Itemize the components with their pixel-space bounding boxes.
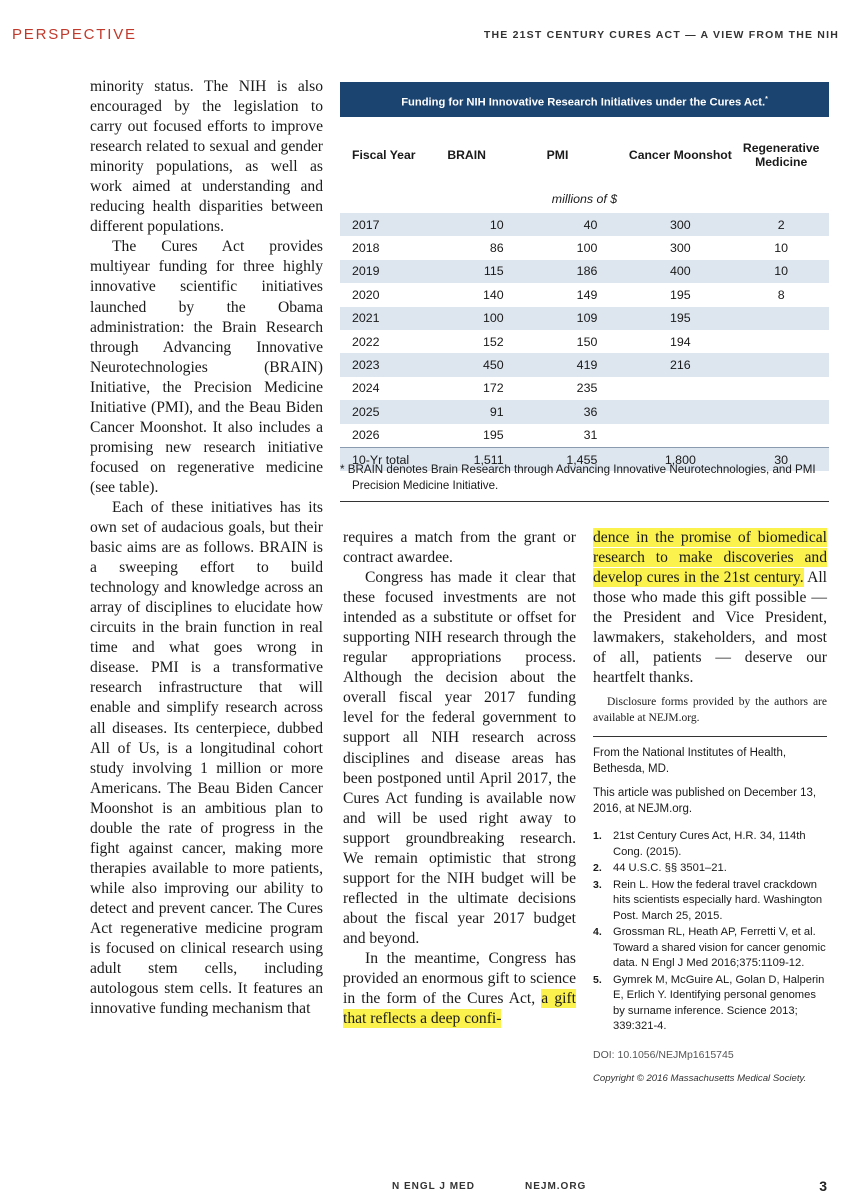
table-row: [340, 213, 829, 236]
units-row: [340, 185, 829, 213]
paragraph: Congress has made it clear that these focused investments are not intended as a substitute or offset for supporting NIH research through the regular appropriations process. Although the decision about the overall fiscal year 2017 funding level for the federal government to support all NIH research across disciplines and disease areas has been postponed until April 2017, the Cures Act funding is available now and will be used right away to support groundbreaking research. We remain optimistic that strong support for the NIH budget will be reflected in the ultimate decisions about the fiscal year 2017 budget and beyond.: [343, 569, 576, 947]
reference-number: 3.: [593, 878, 602, 891]
reference-item: [593, 861, 827, 877]
reference-number: 2.: [593, 862, 602, 875]
table-cell-regen: [733, 377, 829, 400]
table-row: [340, 283, 829, 306]
footer-site[interactable]: NEJM.ORG: [525, 1181, 587, 1192]
table-cell-pmi: 100: [518, 236, 628, 259]
table-cell-year: 2020: [340, 283, 430, 306]
reference-number: 1.: [593, 830, 602, 843]
running-title: THE 21ST CENTURY CURES ACT — A VIEW FROM THE NIH: [483, 29, 839, 41]
table-total-pmi: 1,455: [518, 447, 628, 471]
table-cell-cancer: 300: [627, 213, 733, 236]
text-column-1: [90, 77, 323, 1019]
table-cell-pmi: 36: [518, 400, 628, 423]
text-column-3: [593, 528, 827, 1089]
table-title: [340, 82, 829, 117]
table-cell-brain: 195: [430, 424, 518, 448]
table-cell-year: 2026: [340, 424, 430, 448]
table-footnote: * BRAIN denotes Brain Research through Advancing Innovative Neurotechnologies, and PMI Precision Medicine Initiative.: [340, 463, 816, 492]
table-cell-brain: 140: [430, 283, 518, 306]
col-header-brain: BRAIN: [447, 148, 486, 162]
reference-item: [593, 973, 827, 1035]
table-total-year: 10-Yr total: [340, 447, 430, 471]
table-row: [340, 236, 829, 259]
table-cell-cancer: 195: [627, 283, 733, 306]
col-header-regen: Regenerative Medicine: [742, 141, 820, 169]
doi-link[interactable]: DOI: 10.1056/NEJMp1615745: [593, 1048, 734, 1061]
table-cell-regen: 2: [733, 213, 829, 236]
col-header-pmi: PMI: [546, 148, 569, 162]
col-header-year: Fiscal Year: [352, 148, 416, 162]
table-cell-year: 2023: [340, 353, 430, 376]
table-row: [340, 424, 829, 448]
reference-text: Grossman RL, Heath AP, Ferretti V, et al. Toward a shared vision for cancer genomic data. N Engl J Med 2016;375:1109-12.: [613, 926, 826, 970]
units-label: millions of $: [340, 185, 829, 213]
funding-table-figure: [340, 82, 829, 502]
table-cell-pmi: 419: [518, 353, 628, 376]
reference-text: Rein L. How the federal travel crackdown hits scientists especially hard. Washington Post. March 25, 2015.: [613, 878, 823, 922]
section-label: PERSPECTIVE: [12, 26, 137, 43]
reference-text: 21st Century Cures Act, H.R. 34, 114th Cong. (2015).: [613, 830, 806, 858]
reference-text: 44 U.S.C. §§ 3501–21.: [613, 862, 727, 875]
table-total-cancer: 1,800: [627, 447, 733, 471]
table-divider: [340, 501, 829, 502]
table-cell-cancer: [627, 400, 733, 423]
highlighted-text: a gift that reflects a deep confi-: [343, 990, 576, 1028]
table-cell-brain: 152: [430, 330, 518, 353]
table-cell-regen: [733, 353, 829, 376]
table-header-row: [340, 125, 829, 185]
reference-item: [593, 878, 827, 925]
table-row: [340, 307, 829, 330]
table-cell-pmi: 31: [518, 424, 628, 448]
table-cell-year: 2025: [340, 400, 430, 423]
disclosure-note: Disclosure forms provided by the authors are available at NEJM.org.: [593, 696, 827, 725]
paragraph: minority status. The NIH is also encouraged by the legislation to carry out focused efforts to improve research related to sexual and gender minority populations, as well as work aimed at understanding and reducing health disparities between different populations.: [90, 78, 323, 236]
reference-text: Gymrek M, McGuire AL, Golan D, Halperin E, Erlich Y. Identifying personal genomes by surname inference. Science 2013; 339:321-4.: [613, 973, 825, 1033]
table-row: [340, 260, 829, 283]
table-cell-year: 2024: [340, 377, 430, 400]
col-header-cancer: Cancer Moonshot: [628, 148, 732, 162]
table-cell-brain: 115: [430, 260, 518, 283]
table-row: [340, 377, 829, 400]
table-cell-pmi: 186: [518, 260, 628, 283]
table-cell-pmi: 149: [518, 283, 628, 306]
copyright-notice: Copyright © 2016 Massachusetts Medical Society.: [593, 1072, 807, 1084]
table-total-regen: 30: [733, 447, 829, 471]
table-row: [340, 353, 829, 376]
paragraph-text: In the meantime, Congress has provided an enormous gift to science in the form of the Cures Act,: [343, 949, 576, 1008]
footer-journal: N ENGL J MED: [392, 1181, 475, 1192]
divider: [593, 736, 827, 737]
table-cell-pmi: 150: [518, 330, 628, 353]
paragraph: requires a match from the grant or contract awardee.: [343, 529, 576, 567]
table-cell-year: 2022: [340, 330, 430, 353]
paragraph: [343, 949, 576, 1029]
table-cell-cancer: 300: [627, 236, 733, 259]
table-cell-pmi: 109: [518, 307, 628, 330]
reference-number: 4.: [593, 926, 602, 939]
table-total-brain: 1,511: [430, 447, 518, 471]
paragraph: Each of these initiatives has its own set of audacious goals, but their basic aims are as follows. BRAIN is a sweeping effort to build technology and knowledge across an array of disciplines to elucidate how circuits in the brain function in real time and what goes wrong in disease. PMI is a transformative research infrastructure that will enable and simplify research across all diseases. Its centerpiece, dubbed All of Us, is a longitudinal cohort study involving 1 million or more Americans. The Beau Biden Cancer Moonshot is an ambitious plan to double the rate of progress in the fight against cancer, making more therapies available to more patients, while also improving our ability to detect and prevent cancer. The Cures Act regenerative medicine program is focused on clinical research using adult stem cells, including autologous stem cells. It features an innovative funding mechanism that: [90, 498, 323, 1018]
table-cell-regen: [733, 307, 829, 330]
table-title-mark: *: [765, 96, 768, 103]
funding-table: [340, 125, 829, 471]
table-row: [340, 330, 829, 353]
reference-number: 5.: [593, 973, 602, 986]
table-row: [340, 400, 829, 423]
paragraph: [593, 528, 827, 688]
table-cell-brain: 172: [430, 377, 518, 400]
table-cell-year: 2021: [340, 307, 430, 330]
table-cell-cancer: 194: [627, 330, 733, 353]
reference-item: [593, 925, 827, 972]
reference-list: [593, 829, 827, 1035]
table-cell-brain: 10: [430, 213, 518, 236]
table-cell-brain: 86: [430, 236, 518, 259]
table-cell-year: 2019: [340, 260, 430, 283]
paragraph-text: All those who made this gift possible — the President and Vice President, lawmakers, stakeholders, and most of all, patients — deserve our heartfelt thanks.: [593, 569, 827, 687]
text-column-2: [343, 528, 576, 1029]
table-cell-brain: 91: [430, 400, 518, 423]
reference-item: [593, 829, 827, 860]
affiliation: From the National Institutes of Health, Bethesda, MD.: [593, 747, 787, 776]
table-cell-pmi: 235: [518, 377, 628, 400]
table-cell-pmi: 40: [518, 213, 628, 236]
page-number: 3: [819, 1178, 827, 1194]
table-cell-cancer: 400: [627, 260, 733, 283]
table-cell-regen: [733, 400, 829, 423]
table-title-text: Funding for NIH Innovative Research Initiatives under the Cures Act.: [401, 96, 766, 109]
table-cell-year: 2017: [340, 213, 430, 236]
table-cell-regen: [733, 424, 829, 448]
table-cell-cancer: [627, 424, 733, 448]
highlighted-text: dence in the promise of biomedical research to make discoveries and develop cures in the 21st century.: [593, 529, 827, 587]
table-cell-cancer: [627, 377, 733, 400]
paragraph: The Cures Act provides multiyear funding for three highly innovative scientific initiatives launched by the Obama administration: the Brain Research through Advancing Innovative Neurotechnologies (BRAIN) Initiative, the Precision Medicine Initiative (PMI), and the Beau Biden Cancer Moonshot. It also includes a promising new research initiative focused on regenerative medicine (see table).: [90, 238, 323, 496]
table-cell-cancer: 216: [627, 353, 733, 376]
table-cell-regen: 10: [733, 236, 829, 259]
table-cell-regen: 8: [733, 283, 829, 306]
publication-note: This article was published on December 13, 2016, at NEJM.org.: [593, 787, 817, 816]
table-cell-regen: [733, 330, 829, 353]
table-cell-brain: 100: [430, 307, 518, 330]
table-cell-regen: 10: [733, 260, 829, 283]
table-cell-brain: 450: [430, 353, 518, 376]
table-cell-cancer: 195: [627, 307, 733, 330]
table-cell-year: 2018: [340, 236, 430, 259]
